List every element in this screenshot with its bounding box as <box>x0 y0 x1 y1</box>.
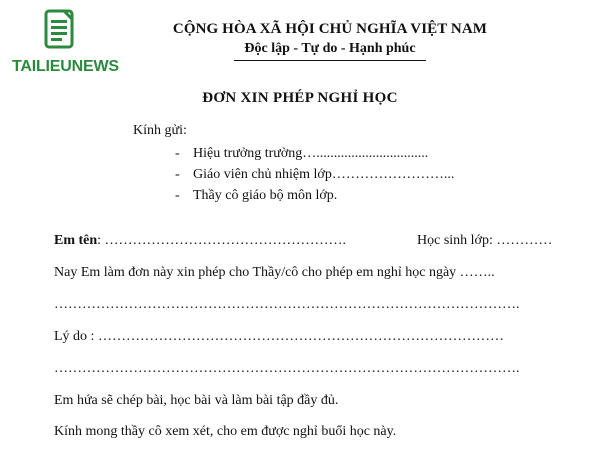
tailieunews-logo <box>8 8 120 80</box>
closing-line: Kính mong thầy cô xem xét, cho em được nghỉ buổi học này. <box>54 424 397 439</box>
national-motto: Độc lập - Tự do - Hạnh phúc <box>244 41 416 56</box>
recipient-item <box>175 164 454 185</box>
recipient-text: Giáo viên chủ nhiệm lớp……………………... <box>193 167 455 182</box>
recipient-list <box>175 143 454 206</box>
recipient-text: Hiệu trưởng trường…................................ <box>193 146 429 161</box>
national-header <box>130 20 530 61</box>
dotted-line: ………………………………………………………………………………………. <box>54 361 520 376</box>
name-row <box>54 233 346 249</box>
document-title: ĐƠN XIN PHÉP NGHỈ HỌC <box>202 90 398 106</box>
name-label: Em tên <box>54 233 98 248</box>
recipient-text: Thầy cô giáo bộ môn lớp. <box>193 188 338 203</box>
greeting: Kính gửi: <box>133 123 187 138</box>
dotted-line: ………………………………………………………………………………………. <box>54 297 520 312</box>
nation-name: CỘNG HÒA XÃ HỘI CHỦ NGHĨA VIỆT NAM <box>172 21 488 37</box>
document-icon <box>42 8 78 52</box>
reason-line: Lý do : …………………………………………………………………………… <box>54 329 504 344</box>
promise-line: Em hứa sẽ chép bài, học bài và làm bài tập đầy đủ. <box>54 393 339 408</box>
name-fill: : ……………………………………………. <box>97 233 347 248</box>
recipient-item <box>175 185 454 206</box>
motto-underline <box>234 60 426 61</box>
list-dash: - <box>175 167 180 182</box>
logo-text: TAILIEUNEWS <box>12 58 119 75</box>
request-line: Nay Em làm đơn này xin phép cho Thầy/cô cho phép em nghỉ học ngày …….. <box>54 265 495 280</box>
recipient-item <box>175 143 454 164</box>
list-dash: - <box>175 146 180 161</box>
list-dash: - <box>175 188 180 203</box>
class-row: Học sinh lớp: ………… <box>417 233 553 248</box>
